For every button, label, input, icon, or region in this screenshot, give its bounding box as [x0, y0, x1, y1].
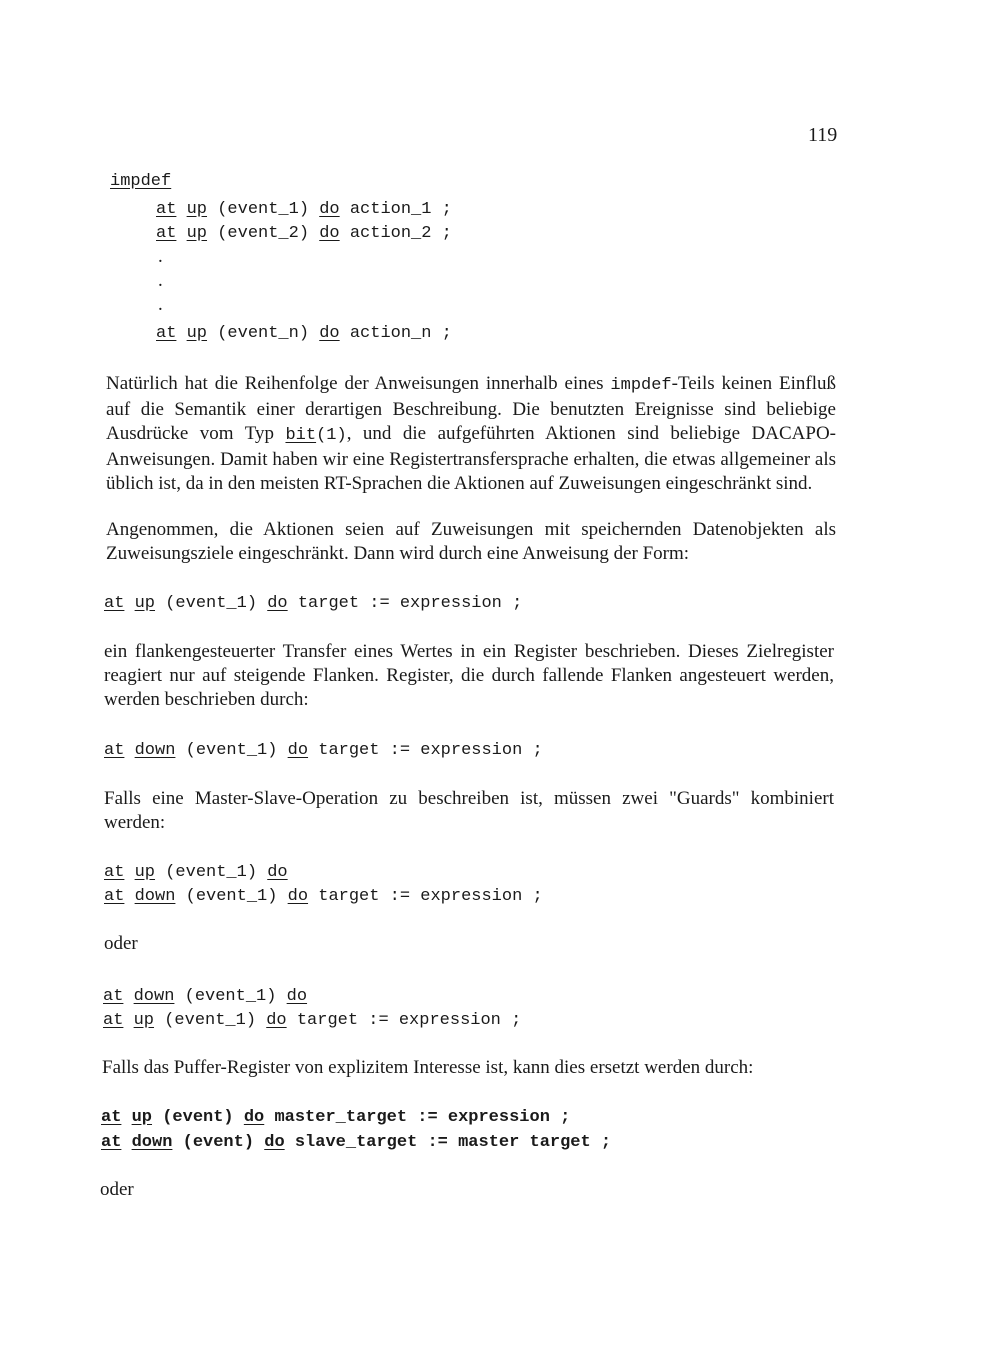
kw-at: at	[104, 863, 125, 882]
kw-at: at	[104, 887, 125, 906]
text: -Teils keinen Einfluß auf die Semantik einer derartigen Beschreibung. Die benutzten Ereignisse sind beliebige Ausdrücke vom Typ	[106, 373, 836, 444]
kw-do: do	[267, 863, 288, 882]
code-text: (event_1)	[154, 1011, 267, 1030]
code-text: (event)	[172, 1133, 265, 1152]
kw-up: up	[131, 1108, 153, 1127]
code-line-down-transfer	[104, 739, 543, 763]
code-text: action_n ;	[339, 324, 452, 343]
kw-do: do	[319, 324, 340, 343]
code-text: (event_2)	[207, 224, 320, 243]
code-line-slave-target	[101, 1131, 611, 1155]
page-number: 119	[808, 124, 838, 146]
code-text: target := expression ;	[286, 1011, 522, 1030]
kw-up: up	[186, 200, 208, 219]
code-text: (event_n)	[207, 324, 320, 343]
kw-up: up	[186, 324, 208, 343]
kw-at: at	[156, 200, 177, 219]
inline-code-bit: bit	[285, 426, 317, 445]
code-line-guard-up-second	[103, 1009, 521, 1033]
paragraph-master-slave: Falls eine Master-Slave-Operation zu beschreiben ist, müssen zwei "Guards" kombiniert werden:	[104, 788, 834, 833]
kw-at: at	[156, 224, 177, 243]
kw-down: down	[134, 887, 176, 906]
impdef-keyword	[110, 170, 171, 194]
kw-do: do	[319, 200, 340, 219]
code-text: target := expression ;	[287, 594, 523, 613]
code-line-guard-down	[104, 885, 543, 909]
code-text: (event)	[152, 1108, 244, 1127]
oder-text: oder	[104, 933, 138, 954]
oder-text: oder	[100, 1179, 134, 1200]
code-line-event-1	[156, 198, 452, 222]
code-text: action_2 ;	[339, 224, 452, 243]
kw-at: at	[103, 987, 124, 1006]
kw-do: do	[264, 1133, 285, 1152]
code-text: master_target := expression ;	[264, 1108, 571, 1127]
text: Natürlich hat die Reihenfolge der Anweisungen innerhalb eines	[106, 373, 611, 394]
code-text: (event_1)	[155, 863, 268, 882]
paragraph-angenommen: Angenommen, die Aktionen seien auf Zuweisungen mit speichernden Datenobjekten als Zuweisungsziele eingeschränkt. Dann wird durch eine Anweisung der Form:	[106, 519, 836, 564]
kw-do: do	[287, 741, 309, 760]
kw-do: do	[266, 1011, 287, 1030]
code-text: action_1 ;	[339, 200, 452, 219]
code-text: slave_target := master target ;	[284, 1133, 612, 1152]
kw-up: up	[186, 224, 208, 243]
kw-down: down	[131, 1133, 173, 1152]
code-text: (event_1)	[174, 987, 287, 1006]
code-text: (event_1)	[175, 741, 288, 760]
kw-at: at	[101, 1108, 122, 1127]
kw-at: at	[101, 1133, 122, 1152]
code-line-master-target	[101, 1106, 570, 1130]
code-text: target := expression ;	[308, 741, 543, 760]
kw-up: up	[133, 1011, 155, 1030]
kw-at: at	[103, 1011, 124, 1030]
kw-at: at	[104, 594, 125, 613]
code-text: (event_1)	[175, 887, 288, 906]
inline-code-impdef: impdef	[610, 376, 672, 395]
code-line-guard-down-first	[103, 985, 307, 1009]
kw-do: do	[286, 987, 308, 1006]
kw-at: at	[156, 324, 177, 343]
kw-down: down	[134, 741, 176, 760]
kw-down: down	[133, 987, 175, 1006]
ellipsis-dot: .	[158, 270, 163, 291]
kw-up: up	[134, 594, 156, 613]
inline-code-bit-arg: (1)	[316, 426, 347, 445]
kw-do: do	[319, 224, 340, 243]
code-text: (event_1)	[155, 594, 268, 613]
code-line-guard-up	[104, 861, 288, 885]
kw-do: do	[243, 1108, 265, 1127]
text: , und die aufgeführten Aktionen sind beliebige DACAPO-Anweisungen. Damit haben wir eine Registertransfersprache erhalten, die etwas allgemeiner als üblich ist, da in den meisten RT-Sprachen die Aktionen auf Zuweisungen eingeschränkt sind.	[106, 423, 836, 494]
kw-up: up	[134, 863, 156, 882]
code-line-event-2	[156, 222, 452, 246]
paragraph-puffer-register: Falls das Puffer-Register von explizitem Interesse ist, kann dies ersetzt werden durch:	[102, 1057, 754, 1078]
kw-at: at	[104, 741, 125, 760]
kw-do: do	[267, 594, 288, 613]
paragraph-flankengesteuert: ein flankengesteuerter Transfer eines Wertes in ein Register beschrieben. Dieses Zielregister reagiert nur auf steigende Flanken. Register, die durch fallende Flanken angesteuert werden, werden beschrieben durch:	[104, 641, 834, 710]
ellipsis-dot: .	[158, 246, 163, 267]
ellipsis-dot: .	[158, 294, 163, 315]
paragraph-reihenfolge	[106, 372, 836, 496]
kw-impdef: impdef	[110, 172, 172, 191]
code-line-up-transfer	[104, 592, 522, 616]
code-text: (event_1)	[207, 200, 320, 219]
code-line-event-n	[156, 322, 452, 346]
code-text: target := expression ;	[308, 887, 543, 906]
kw-do: do	[287, 887, 309, 906]
